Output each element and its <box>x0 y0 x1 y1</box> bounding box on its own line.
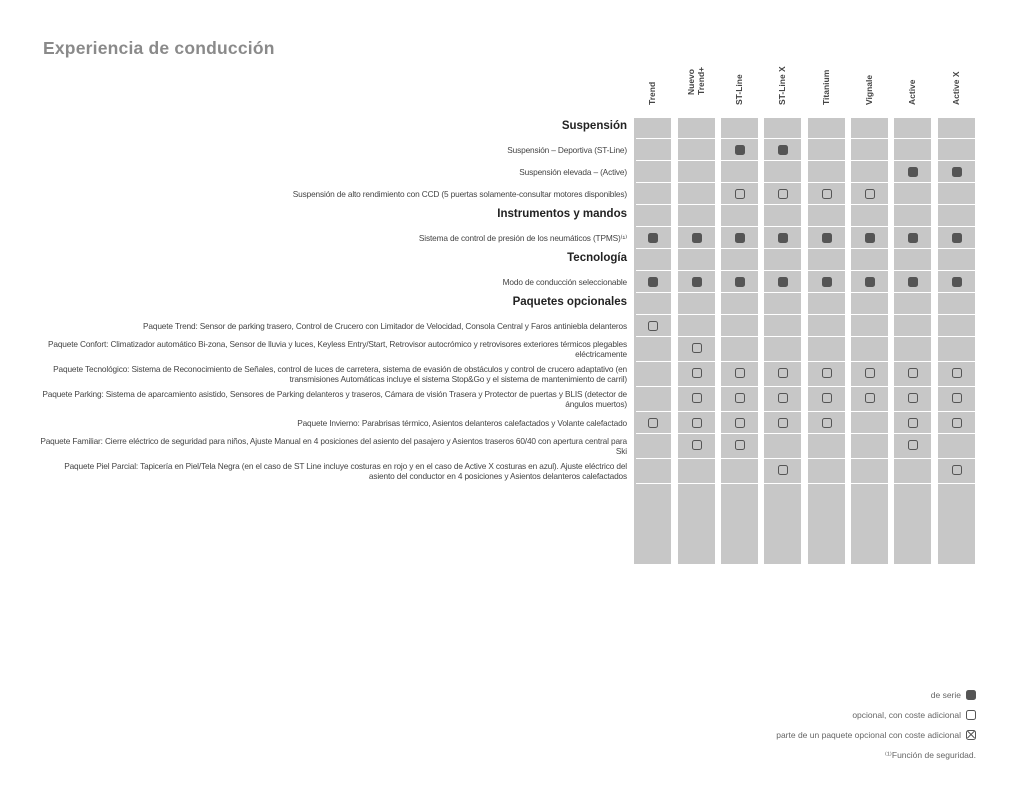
optional-mark-icon <box>778 418 788 428</box>
standard-mark-icon <box>865 277 875 287</box>
column-header-label: Active X <box>950 70 961 105</box>
legend-package-label: parte de un paquete opcional con coste adicional <box>776 730 961 740</box>
standard-square-icon <box>966 690 976 700</box>
legend-optional <box>852 710 976 720</box>
feature-label: Paquete Familiar: Cierre eléctrico de seguridad para niños, Ajuste Manual en 4 posiciones del asiento del pasajero y Asientos traseros 60/40 con apertura central para Ski <box>40 436 627 456</box>
optional-mark-icon <box>822 393 832 403</box>
feature-row <box>0 271 1020 293</box>
legend-optional-label: opcional, con coste adicional <box>852 710 961 720</box>
column-header-label: Trend <box>646 81 657 105</box>
optional-mark-icon <box>952 368 962 378</box>
feature-row <box>0 227 1020 249</box>
optional-mark-icon <box>908 368 918 378</box>
standard-mark-icon <box>908 233 918 243</box>
column-header-label: Nuevo Trend+ <box>685 66 705 95</box>
optional-mark-icon <box>735 368 745 378</box>
feature-row <box>0 434 1020 459</box>
section-heading: Instrumentos y mandos <box>497 208 627 220</box>
standard-mark-icon <box>952 277 962 287</box>
standard-mark-icon <box>648 277 658 287</box>
section-row <box>0 293 1020 315</box>
column-header-label: Titanium <box>820 69 831 105</box>
optional-mark-icon <box>822 368 832 378</box>
optional-mark-icon <box>952 393 962 403</box>
standard-mark-icon <box>735 233 745 243</box>
column-header-label: ST-Line <box>733 73 744 105</box>
feature-row <box>0 315 1020 337</box>
feature-label: Paquete Tecnológico: Sistema de Reconocimiento de Señales, control de luces de carretera, sistema de evasión de obstáculos y control de crucero adaptativo (en transmisiones Automáticas incluye el sistema Stop&Go y el sistema de mantenimiento de carril) <box>53 364 627 384</box>
standard-mark-icon <box>952 167 962 177</box>
optional-mark-icon <box>865 393 875 403</box>
optional-mark-icon <box>865 189 875 199</box>
optional-mark-icon <box>778 465 788 475</box>
standard-mark-icon <box>735 145 745 155</box>
column-header <box>894 62 931 114</box>
row-divider <box>636 483 975 484</box>
feature-row <box>0 183 1020 205</box>
optional-mark-icon <box>735 189 745 199</box>
feature-label: Suspensión de alto rendimiento con CCD (5 puertas solamente-consultar motores disponibles) <box>292 189 627 199</box>
optional-mark-icon <box>908 418 918 428</box>
package-crossed-square-icon <box>966 730 976 740</box>
feature-row <box>0 387 1020 412</box>
optional-mark-icon <box>735 418 745 428</box>
optional-mark-icon <box>908 393 918 403</box>
column-header-label: Active <box>906 78 917 105</box>
section-row <box>0 249 1020 271</box>
optional-mark-icon <box>692 343 702 353</box>
feature-label: Paquete Confort: Climatizador automático Bi-zona, Sensor de lluvia y luces, Keyless Entry/Start, Retrovisor autocrómico y retrovisores exteriores térmicos plegables eléctricamente <box>47 339 627 359</box>
page-title: Experiencia de conducción <box>43 38 275 58</box>
section-row <box>0 205 1020 227</box>
feature-row <box>0 459 1020 484</box>
feature-label: Paquete Invierno: Parabrisas térmico, Asientos delanteros calefactados y Volante calefactado <box>297 418 627 428</box>
column-header <box>851 62 888 114</box>
feature-label: Paquete Parking: Sistema de aparcamiento asistido, Sensores de Parking delanteros y traseros, Cámara de visión Trasera y Protector de puertas y BLIS (detector de ángulos muertos) <box>42 389 627 409</box>
optional-mark-icon <box>952 418 962 428</box>
optional-mark-icon <box>692 368 702 378</box>
feature-row <box>0 362 1020 387</box>
optional-mark-icon <box>952 465 962 475</box>
legend-package <box>776 730 976 740</box>
feature-label: Paquete Piel Parcial: Tapicería en Piel/Tela Negra (en el caso de ST Line incluye costuras en rojo y en el caso de Active X costuras en azul). Ajuste eléctrico del asiento del conductor en 4 posiciones y Asientos delanteros calefactados <box>64 461 627 481</box>
optional-mark-icon <box>648 418 658 428</box>
standard-mark-icon <box>908 167 918 177</box>
optional-mark-icon <box>648 321 658 331</box>
column-header <box>938 62 975 114</box>
optional-mark-icon <box>735 440 745 450</box>
section-heading: Suspensión <box>561 120 627 132</box>
feature-label: Modo de conducción seleccionable <box>502 277 627 287</box>
feature-row <box>0 412 1020 434</box>
column-header <box>721 62 758 114</box>
feature-label: Sistema de control de presión de los neumáticos (TPMS)⁽¹⁾ <box>418 233 627 243</box>
feature-row <box>0 337 1020 362</box>
column-header-label: ST-Line X <box>776 65 787 105</box>
optional-mark-icon <box>822 418 832 428</box>
standard-mark-icon <box>952 233 962 243</box>
optional-mark-icon <box>735 393 745 403</box>
section-heading: Tecnología <box>567 252 627 264</box>
standard-mark-icon <box>778 233 788 243</box>
column-header <box>764 62 801 114</box>
column-header-label: Vignale <box>863 74 874 105</box>
column-header <box>808 62 845 114</box>
section-heading: Paquetes opcionales <box>512 296 627 308</box>
standard-mark-icon <box>648 233 658 243</box>
feature-row <box>0 139 1020 161</box>
footnote: ⁽¹⁾Función de seguridad. <box>884 750 976 760</box>
feature-label: Paquete Trend: Sensor de parking trasero, Control de Crucero con Limitador de Velocidad, Consola Central y Faros antiniebla delanteros <box>143 321 627 331</box>
standard-mark-icon <box>692 277 702 287</box>
column-header <box>634 62 671 114</box>
standard-mark-icon <box>778 277 788 287</box>
optional-mark-icon <box>778 189 788 199</box>
standard-mark-icon <box>822 233 832 243</box>
legend-standard <box>931 690 976 700</box>
standard-mark-icon <box>865 233 875 243</box>
standard-mark-icon <box>778 145 788 155</box>
legend-standard-label: de serie <box>930 690 961 700</box>
column-header <box>678 62 715 114</box>
optional-mark-icon <box>692 440 702 450</box>
optional-mark-icon <box>778 368 788 378</box>
standard-mark-icon <box>822 277 832 287</box>
optional-mark-icon <box>908 440 918 450</box>
optional-square-icon <box>966 710 976 720</box>
optional-mark-icon <box>778 393 788 403</box>
feature-label: Suspensión elevada – (Active) <box>519 167 627 177</box>
optional-mark-icon <box>865 368 875 378</box>
optional-mark-icon <box>822 189 832 199</box>
section-row <box>0 117 1020 139</box>
optional-mark-icon <box>692 393 702 403</box>
standard-mark-icon <box>908 277 918 287</box>
feature-label: Suspensión – Deportiva (ST-Line) <box>507 145 627 155</box>
standard-mark-icon <box>735 277 745 287</box>
standard-mark-icon <box>692 233 702 243</box>
feature-row <box>0 161 1020 183</box>
optional-mark-icon <box>692 418 702 428</box>
